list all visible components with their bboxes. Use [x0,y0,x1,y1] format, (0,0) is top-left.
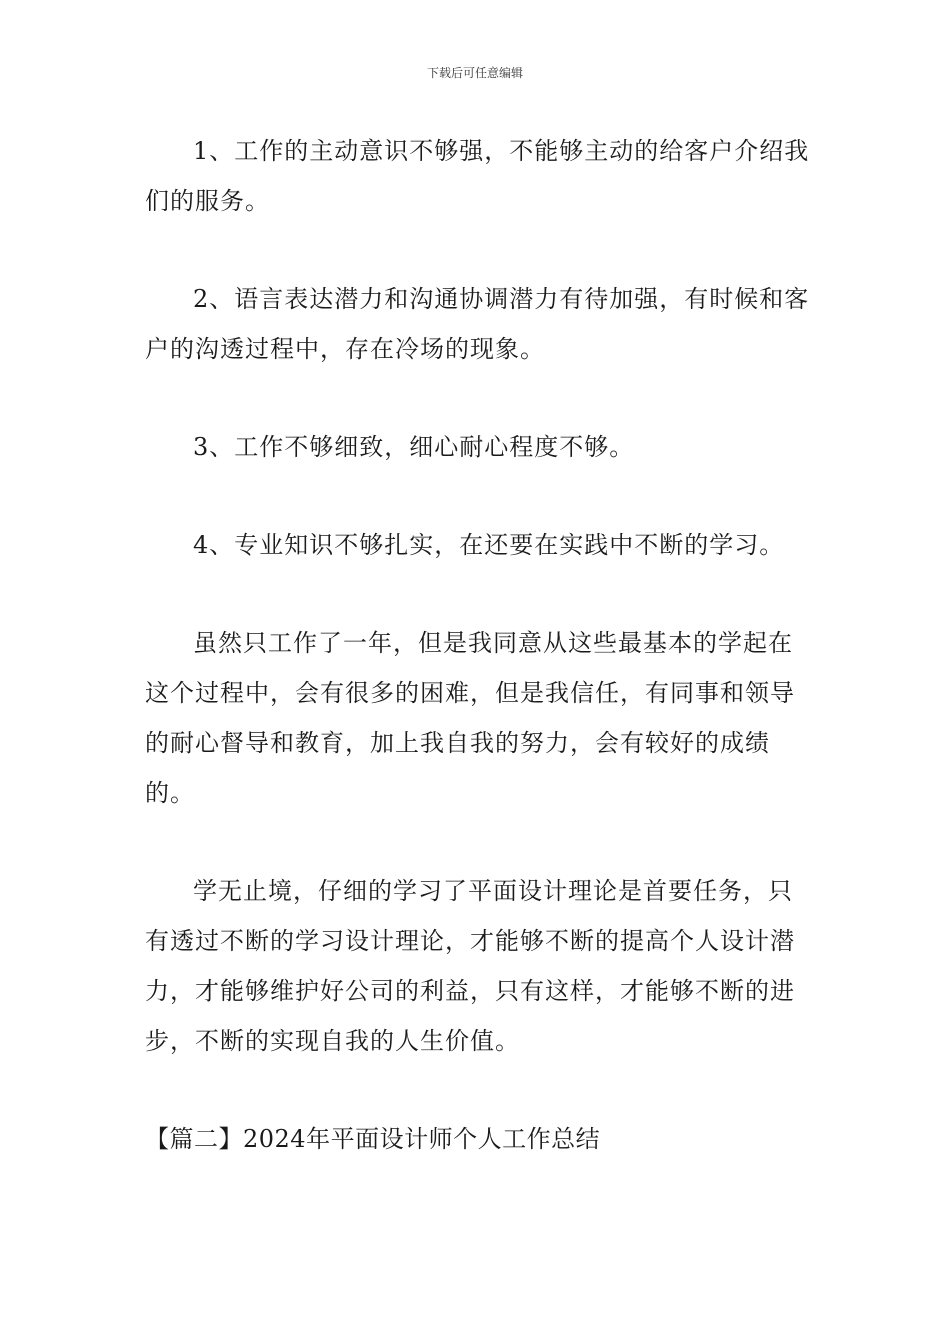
download-note: 下载后可任意编辑 [426,66,523,80]
document-body [145,126,810,1164]
paragraph-item-4: 4、专业知识不够扎实，在还要在实践中不断的学习。 [193,531,785,559]
paragraph-item-3: 3、工作不够细致，细心耐心程度不够。 [193,433,635,461]
paragraph-learning: 学无止境，仔细的学习了平面设计理论是首要任务，只有透过不断的学习设计理论，才能够不断的提高个人设计潜力，才能够维护好公司的利益，只有这样，才能够不断的进步，不断的实现自我的人生价值。 [145,877,795,1055]
paragraph-item-2: 2、语言表达潜力和沟通协调潜力有待加强，有时候和客户的沟透过程中，存在冷场的现象。 [145,285,810,363]
paragraph-item-1: 1、工作的主动意识不够强，不能够主动的给客户介绍我们的服务。 [145,137,810,215]
paragraph-reflection: 虽然只工作了一年，但是我同意从这些最基本的学起在这个过程中，会有很多的困难，但是我信任，有同事和领导的耐心督导和教育，加上我自我的努力，会有较好的成绩的。 [145,629,795,807]
section-heading: 【篇二】2024年平面设计师个人工作总结 [145,1125,601,1153]
